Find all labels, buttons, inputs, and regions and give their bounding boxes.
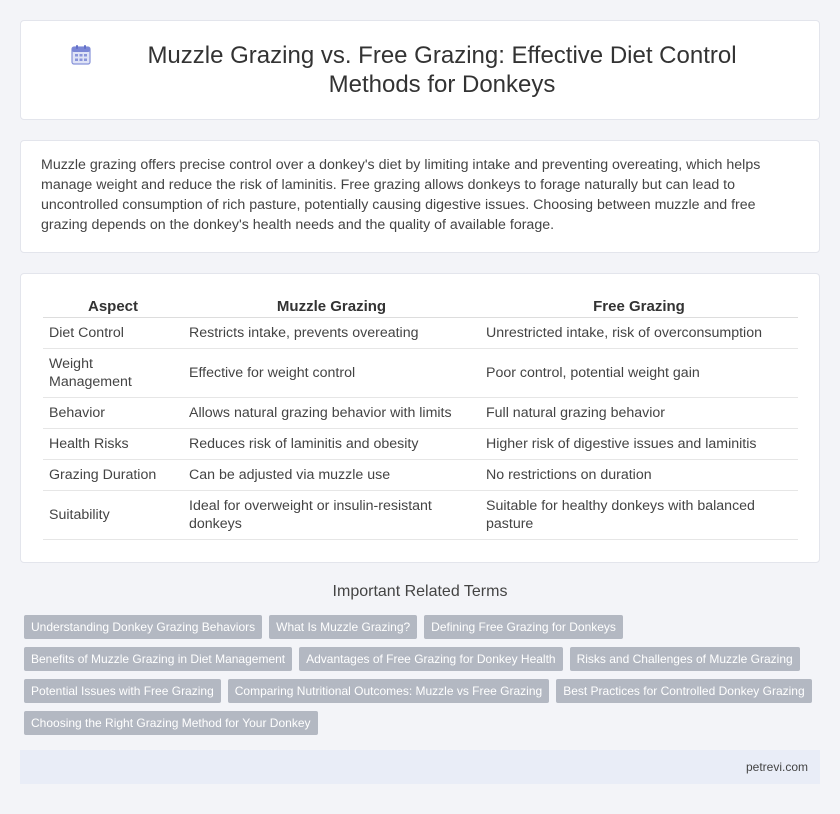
tag-row xyxy=(24,711,824,735)
comparison-table xyxy=(43,294,798,540)
title-wrap xyxy=(70,41,770,99)
related-term-tag[interactable]: Advantages of Free Grazing for Donkey Health xyxy=(299,647,562,671)
table-cell: Effective for weight control xyxy=(183,349,480,398)
header-aspect: Aspect xyxy=(43,294,183,318)
table-cell: Reduces risk of laminitis and obesity xyxy=(183,429,480,460)
page-title: Muzzle Grazing vs. Free Grazing: Effective Diet Control Methods for Donkeys xyxy=(147,42,737,98)
tag-row xyxy=(24,615,824,639)
calendar-icon xyxy=(70,44,92,66)
tag-row xyxy=(24,647,824,671)
related-terms-list xyxy=(24,615,824,743)
table-cell: Can be adjusted via muzzle use xyxy=(183,460,480,491)
table-row xyxy=(43,460,798,491)
table-cell: Grazing Duration xyxy=(43,460,183,491)
table-cell: Weight Management xyxy=(43,349,183,398)
table-cell: Unrestricted intake, risk of overconsumption xyxy=(480,318,798,349)
table-cell: No restrictions on duration xyxy=(480,460,798,491)
header-free-grazing: Free Grazing xyxy=(480,294,798,318)
table-cell: Ideal for overweight or insulin-resistant donkeys xyxy=(183,491,480,540)
footer xyxy=(20,750,820,784)
table-cell: Full natural grazing behavior xyxy=(480,398,798,429)
comparison-table-card xyxy=(20,273,820,563)
table-cell: Allows natural grazing behavior with limits xyxy=(183,398,480,429)
table-cell: Health Risks xyxy=(43,429,183,460)
intro-text: Muzzle grazing offers precise control over a donkey's diet by limiting intake and preventing overeating, which helps manage weight and reduce the risk of laminitis. Free grazing allows donkeys to forage naturally but can lead to uncontrolled consumption of rich pasture, potentially causing digestive issues. Choosing between muzzle and free grazing depends on the donkey's health needs and the quality of available forage. xyxy=(41,157,761,233)
table-row xyxy=(43,349,798,398)
header-card xyxy=(20,20,820,120)
table-cell: Behavior xyxy=(43,398,183,429)
table-row xyxy=(43,398,798,429)
table-cell: Poor control, potential weight gain xyxy=(480,349,798,398)
related-term-tag[interactable]: Choosing the Right Grazing Method for Your Donkey xyxy=(24,711,318,735)
table-cell: Restricts intake, prevents overeating xyxy=(183,318,480,349)
related-term-tag[interactable]: Comparing Nutritional Outcomes: Muzzle vs Free Grazing xyxy=(228,679,549,703)
related-term-tag[interactable]: Defining Free Grazing for Donkeys xyxy=(424,615,623,639)
table-cell: Suitability xyxy=(43,491,183,540)
footer-site-link[interactable]: petrevi.com xyxy=(745,760,808,774)
related-term-tag[interactable]: Risks and Challenges of Muzzle Grazing xyxy=(570,647,800,671)
table-row xyxy=(43,429,798,460)
related-term-tag[interactable]: What Is Muzzle Grazing? xyxy=(269,615,417,639)
table-cell: Higher risk of digestive issues and laminitis xyxy=(480,429,798,460)
table-row xyxy=(43,491,798,540)
table-cell: Suitable for healthy donkeys with balanced pasture xyxy=(480,491,798,540)
related-term-tag[interactable]: Understanding Donkey Grazing Behaviors xyxy=(24,615,262,639)
related-term-tag[interactable]: Potential Issues with Free Grazing xyxy=(24,679,221,703)
table-cell: Diet Control xyxy=(43,318,183,349)
table-header-row xyxy=(43,294,798,318)
header-muzzle-grazing: Muzzle Grazing xyxy=(183,294,480,318)
tag-row xyxy=(24,679,824,703)
table-row xyxy=(43,318,798,349)
related-term-tag[interactable]: Best Practices for Controlled Donkey Grazing xyxy=(556,679,811,703)
related-terms-title: Important Related Terms xyxy=(332,583,508,600)
related-term-tag[interactable]: Benefits of Muzzle Grazing in Diet Management xyxy=(24,647,292,671)
intro-card xyxy=(20,140,820,253)
